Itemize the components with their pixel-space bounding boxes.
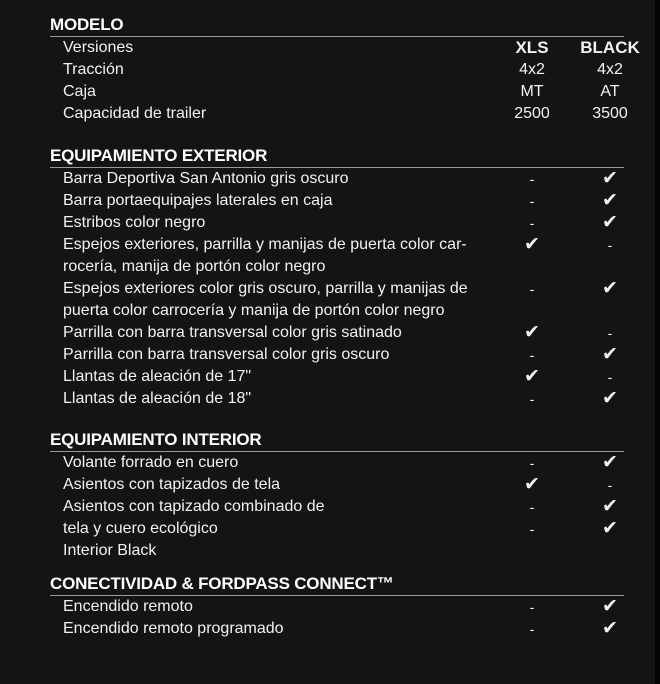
section-title: MODELO xyxy=(50,15,124,34)
black-value: 4x2 xyxy=(597,61,623,78)
black-value: ✔ xyxy=(602,596,618,617)
table-row xyxy=(50,322,624,344)
row-label: tela y cuero ecológico xyxy=(63,520,218,537)
black-value: ✔ xyxy=(602,190,618,211)
xls-value: - xyxy=(529,499,535,515)
black-value: 3500 xyxy=(592,105,628,122)
black-value: - xyxy=(607,325,613,341)
table-row xyxy=(50,344,624,366)
table-row xyxy=(50,168,624,190)
row-label: Volante forrado en cuero xyxy=(63,454,239,471)
table-row xyxy=(50,474,624,496)
xls-value: - xyxy=(529,621,535,637)
section-title: EQUIPAMIENTO EXTERIOR xyxy=(50,146,268,165)
section-interior xyxy=(50,429,624,562)
row-label: Parrilla con barra transversal color gris satinado xyxy=(63,324,402,341)
table-row xyxy=(50,388,624,410)
section-modelo xyxy=(50,14,640,125)
row-label: Versiones xyxy=(63,39,134,56)
xls-value: - xyxy=(529,347,535,363)
table-row xyxy=(50,234,624,256)
section-title: CONECTIVIDAD & FORDPASS CONNECT™ xyxy=(50,574,394,593)
column-header-black: BLACK xyxy=(580,38,640,57)
row-label: Interior Black xyxy=(63,542,157,559)
black-value: ✔ xyxy=(602,452,618,473)
xls-value: ✔ xyxy=(524,474,540,495)
table-row xyxy=(50,518,624,540)
table-row xyxy=(50,81,624,103)
xls-value: 2500 xyxy=(514,105,550,122)
xls-value: - xyxy=(529,521,535,537)
xls-value: - xyxy=(529,455,535,471)
row-label: Parrilla con barra transversal color gris oscuro xyxy=(63,346,390,363)
table-row xyxy=(50,366,624,388)
row-label: Asientos con tapizados de tela xyxy=(63,476,281,493)
xls-value: - xyxy=(529,391,535,407)
row-label: Encendido remoto xyxy=(63,598,193,615)
row-label: Espejos exteriores color gris oscuro, parrilla y manijas de xyxy=(63,280,468,297)
row-label: Tracción xyxy=(63,61,124,78)
black-value: ✔ xyxy=(602,496,618,517)
black-value: ✔ xyxy=(602,168,618,189)
xls-value: - xyxy=(529,599,535,615)
black-value: AT xyxy=(600,83,620,100)
black-value: - xyxy=(607,237,613,253)
table-row xyxy=(50,618,624,640)
row-label: Llantas de aleación de 17" xyxy=(63,368,252,385)
table-row xyxy=(50,540,624,562)
section-title: EQUIPAMIENTO INTERIOR xyxy=(50,430,262,449)
xls-value: ✔ xyxy=(524,366,540,387)
column-header-xls: XLS xyxy=(515,38,549,57)
black-value: ✔ xyxy=(602,388,618,409)
xls-value: - xyxy=(529,281,535,297)
xls-value: ✔ xyxy=(524,234,540,255)
xls-value: ✔ xyxy=(524,322,540,343)
table-row xyxy=(50,300,624,322)
table-row xyxy=(50,256,624,278)
table-row xyxy=(50,59,624,81)
table-row xyxy=(50,212,624,234)
black-value: ✔ xyxy=(602,344,618,365)
row-label: Espejos exteriores, parrilla y manijas de puerta color car- xyxy=(63,236,467,253)
table-row xyxy=(50,190,624,212)
row-label: Estribos color negro xyxy=(63,214,206,231)
row-label: Llantas de aleación de 18" xyxy=(63,390,252,407)
table-row xyxy=(50,37,640,59)
black-value: ✔ xyxy=(602,278,618,299)
black-value: ✔ xyxy=(602,518,618,539)
table-row xyxy=(50,452,624,474)
black-value: ✔ xyxy=(602,618,618,639)
black-value: ✔ xyxy=(602,212,618,233)
xls-value: - xyxy=(529,171,535,187)
table-row xyxy=(50,103,628,125)
row-label: Capacidad de trailer xyxy=(63,105,207,122)
section-conectividad xyxy=(50,573,624,640)
table-row xyxy=(50,278,624,300)
row-label: rocería, manija de portón color negro xyxy=(63,258,326,275)
xls-value: - xyxy=(529,215,535,231)
row-label: puerta color carrocería y manija de portón color negro xyxy=(63,302,445,319)
row-label: Barra portaequipajes laterales en caja xyxy=(63,192,333,209)
xls-value: - xyxy=(529,193,535,209)
row-label: Barra Deportiva San Antonio gris oscuro xyxy=(63,170,349,187)
row-label: Asientos con tapizado combinado de xyxy=(63,498,325,515)
table-row xyxy=(50,496,624,518)
black-value: - xyxy=(607,477,613,493)
xls-value: 4x2 xyxy=(519,61,545,78)
black-value: - xyxy=(607,369,613,385)
section-exterior xyxy=(50,145,624,410)
row-label: Caja xyxy=(63,83,96,100)
xls-value: MT xyxy=(520,83,544,100)
row-label: Encendido remoto programado xyxy=(63,620,284,637)
table-row xyxy=(50,596,624,618)
